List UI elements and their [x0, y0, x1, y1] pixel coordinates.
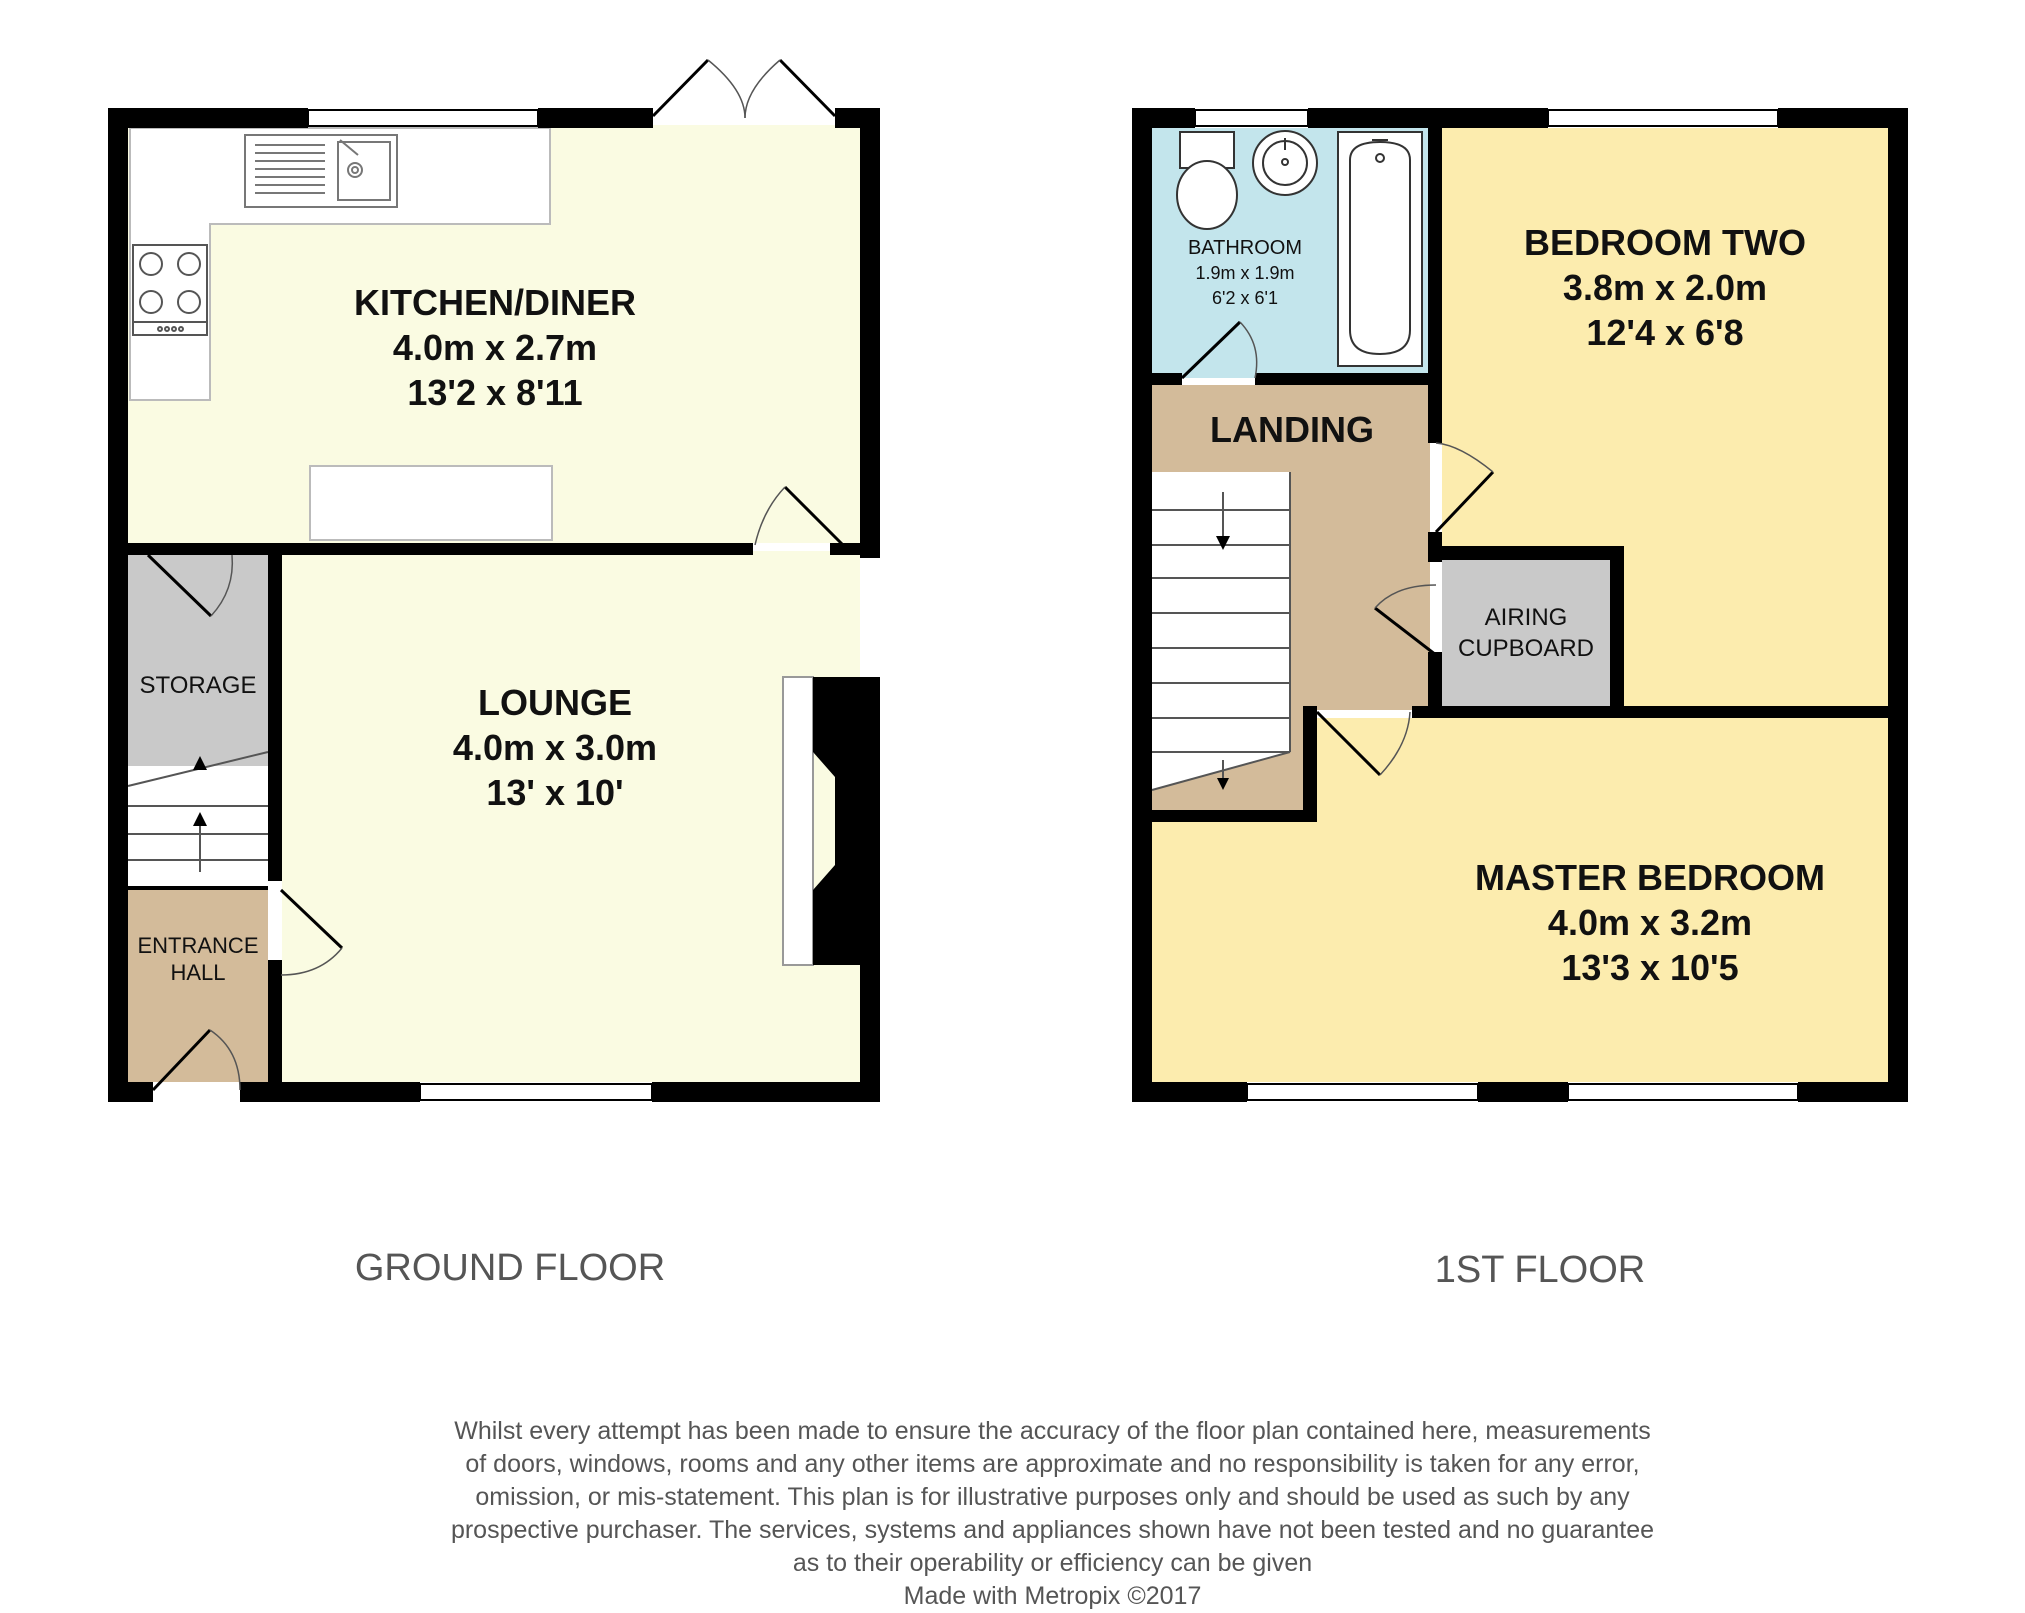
- disclaimer-line: of doors, windows, rooms and any other items are approximate and no responsibility is taken for any error,: [465, 1450, 1640, 1478]
- storage-name: STORAGE: [139, 672, 257, 699]
- kitchen-diner-name: KITCHEN/DINER: [353, 282, 637, 323]
- basin-icon: [1253, 131, 1317, 195]
- disclaimer: [440, 1415, 1665, 1613]
- kitchen-diner-metric: 4.0m x 2.7m: [392, 327, 598, 368]
- airing-cupboard-name-line2: CUPBOARD: [1457, 635, 1595, 662]
- storage-floor: [128, 551, 268, 766]
- bath-icon: [1338, 132, 1422, 366]
- bedroom-two-imperial: 12'4 x 6'8: [1586, 312, 1744, 353]
- sink-icon: [245, 135, 397, 207]
- disclaimer-line: omission, or mis-statement. This plan is for illustrative purposes only and should be used as such by any: [475, 1483, 1630, 1511]
- entrance-hall-name-line1: ENTRANCE: [137, 933, 259, 958]
- landing-name: LANDING: [1210, 409, 1374, 450]
- entrance-hall-name-line2: HALL: [170, 960, 226, 985]
- lounge-imperial: 13' x 10': [486, 772, 624, 813]
- ground-floor-plan: [108, 60, 880, 1289]
- disclaimer-credit: Made with Metropix ©2017: [903, 1582, 1202, 1610]
- first-floor-stairs: [1152, 472, 1290, 790]
- first-floor-plan: [1132, 108, 1908, 1291]
- lounge-metric: 4.0m x 3.0m: [452, 727, 658, 768]
- bathroom-name: BATHROOM: [1187, 237, 1303, 259]
- airing-cupboard-name-line1: AIRING: [1484, 604, 1568, 631]
- bathroom-metric: 1.9m x 1.9m: [1195, 263, 1295, 283]
- lounge-name: LOUNGE: [477, 682, 633, 723]
- bedroom-two-name: BEDROOM TWO: [1524, 222, 1806, 263]
- kitchen-diner-imperial: 13'2 x 8'11: [407, 372, 583, 413]
- hob-icon: [133, 245, 207, 335]
- disclaimer-line: prospective purchaser. The services, systems and appliances shown have not been tested and no guarantee: [450, 1516, 1655, 1544]
- toilet-icon: [1177, 132, 1237, 229]
- master-bedroom-metric: 4.0m x 3.2m: [1547, 902, 1753, 943]
- first-floor-label: 1ST FLOOR: [1434, 1249, 1646, 1291]
- ground-floor-label: GROUND FLOOR: [354, 1247, 666, 1289]
- airing-cupboard-floor: [1442, 560, 1610, 706]
- master-bedroom-imperial: 13'3 x 10'5: [1561, 947, 1739, 988]
- disclaimer-line: Whilst every attempt has been made to ensure the accuracy of the floor plan contained here, measurements: [454, 1417, 1651, 1445]
- bedroom-two-metric: 3.8m x 2.0m: [1562, 267, 1768, 308]
- bathroom-imperial: 6'2 x 6'1: [1212, 288, 1278, 308]
- disclaimer-line: as to their operability or efficiency can be given: [792, 1549, 1313, 1577]
- lounge-floor: [282, 551, 860, 1082]
- master-bedroom-name: MASTER BEDROOM: [1475, 857, 1825, 898]
